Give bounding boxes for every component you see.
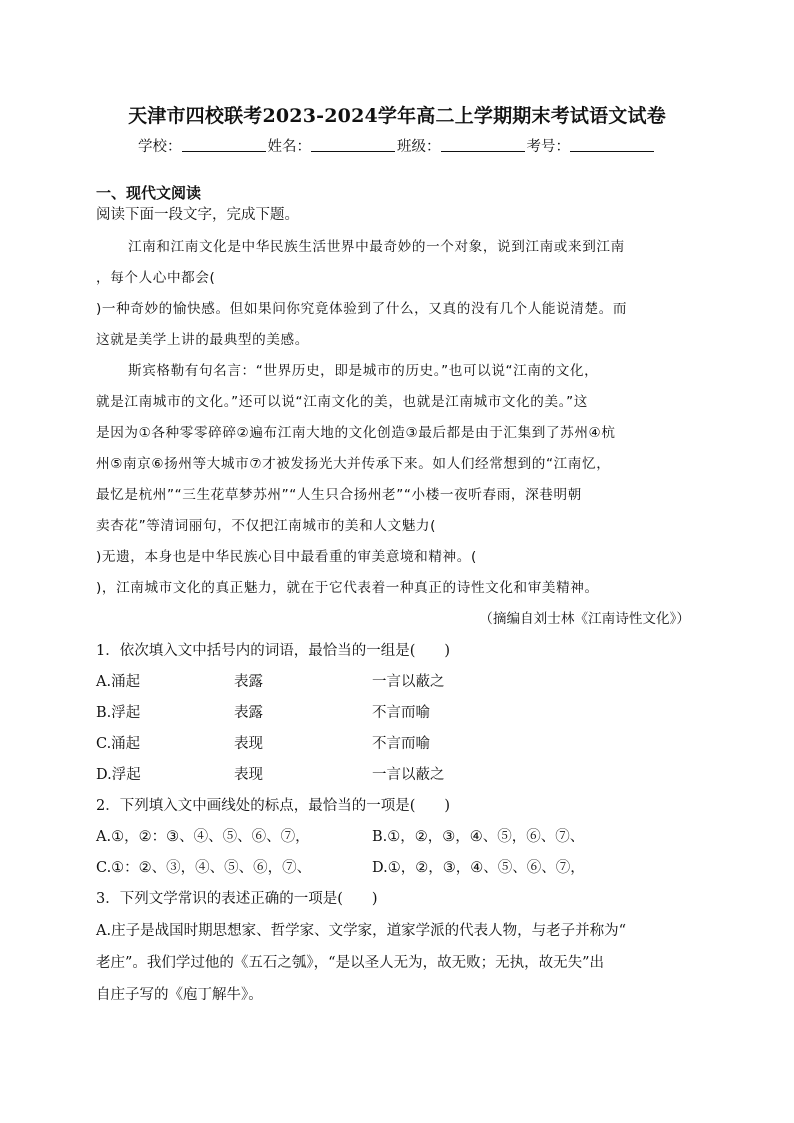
q2-option-a[interactable]: A.①，②：③、④、⑤、⑥、⑦， (96, 829, 310, 845)
question-3-stem: 3．下列文学常识的表述正确的一项是( ) (96, 891, 378, 907)
q1-option-d-word2: 表现 (234, 767, 263, 783)
q1-option-b-word3: 不言而喻 (372, 705, 430, 721)
passage-line: 是因为①各种零零碎碎②遍布江南大地的文化创造③最后都是由于汇集到了苏州④杭 (96, 425, 616, 441)
q1-option-a-word2: 表露 (234, 674, 263, 690)
passage-line: 斯宾格勒有句名言：“世界历史，即是城市的历史。”也可以说“江南的文化， (128, 363, 599, 379)
passage-line: )，江南城市文化的真正魅力，就在于它代表着一种真正的诗性文化和审美精神。 (96, 580, 599, 596)
passage-line: ，每个人心中都会( (96, 270, 216, 286)
exam-title: 天津市四校联考2023-2024学年高二上学期期末考试语文试卷 (128, 105, 666, 127)
section-heading: 一、现代文阅读 (96, 184, 202, 202)
q1-option-b[interactable]: B.浮起 (96, 705, 141, 721)
q3-option-a-line[interactable]: A.庄子是战国时期思想家、哲学家、文学家，道家学派的代表人物，与老子并称为“ (96, 923, 626, 939)
passage-line: 这就是美学上讲的最典型的美感。 (96, 332, 309, 348)
student-info-row (0, 135, 794, 156)
q1-option-a[interactable]: A.涌起 (96, 674, 141, 690)
q1-option-b-word2: 表露 (234, 705, 263, 721)
q2-option-b[interactable]: B.①，②，③，④、⑤，⑥、⑦、 (372, 829, 585, 845)
passage-line: 就是江南城市的文化。”还可以说“江南文化的美，也就是江南城市文化的美。”这 (96, 394, 588, 410)
passage-line: 江南和江南文化是中华民族生活世界中最奇妙的一个对象，说到江南或来到江南 (128, 239, 625, 255)
class-label: 班级： (397, 139, 441, 155)
class-blank[interactable] (441, 137, 525, 152)
q3-option-a-line: 自庄子写的《庖丁解牛》。 (96, 987, 263, 1003)
q1-option-c-word2: 表现 (234, 736, 263, 752)
passage-line: )无遗，本身也是中华民族心目中最看重的审美意境和精神。( (96, 549, 477, 565)
number-blank[interactable] (570, 137, 654, 152)
name-label: 姓名： (267, 139, 311, 155)
question-1-stem: 1．依次填入文中括号内的词语，最恰当的一组是( ) (96, 643, 451, 659)
q3-option-a-line: 老庄”。我们学过他的《五石之瓠》，“是以圣人无为，故无败；无执，故无失”出 (96, 955, 604, 971)
q1-option-d-word3: 一言以蔽之 (372, 767, 445, 783)
school-label: 学校： (138, 139, 182, 155)
section-instruction: 阅读下面一段文字，完成下题。 (96, 207, 299, 223)
number-label: 考号： (526, 139, 570, 155)
q1-option-c[interactable]: C.涌起 (96, 736, 141, 752)
name-blank[interactable] (311, 137, 395, 152)
q2-option-d[interactable]: D.①，②，③，④、⑤、⑥、⑦， (372, 860, 585, 876)
q1-option-a-word3: 一言以蔽之 (372, 674, 445, 690)
passage-line: )一种奇妙的愉快感。但如果问你究竟体验到了什么，又真的没有几个人能说清楚。而 (96, 301, 628, 317)
q1-option-d[interactable]: D.浮起 (96, 767, 141, 783)
q2-option-c[interactable]: C.①：②、③，④、⑤、⑥，⑦、 (96, 860, 312, 876)
passage-attribution: （摘编自刘士林《江南诗性文化》） (479, 611, 690, 627)
question-2-stem: 2．下列填入文中画线处的标点，最恰当的一项是( ) (96, 798, 451, 814)
passage-line: 最忆是杭州”“三生花草梦苏州”“人生只合扬州老”“小楼一夜听春雨，深巷明朝 (96, 487, 582, 503)
passage-line: 州⑤南京⑥扬州等大城市⑦才被发扬光大并传承下来。如人们经常想到的“江南忆， (96, 456, 611, 472)
school-blank[interactable] (182, 137, 266, 152)
passage-line: 卖杏花”等清词丽句，不仅把江南城市的美和人文魅力( (96, 518, 437, 534)
q1-option-c-word3: 不言而喻 (372, 736, 430, 752)
